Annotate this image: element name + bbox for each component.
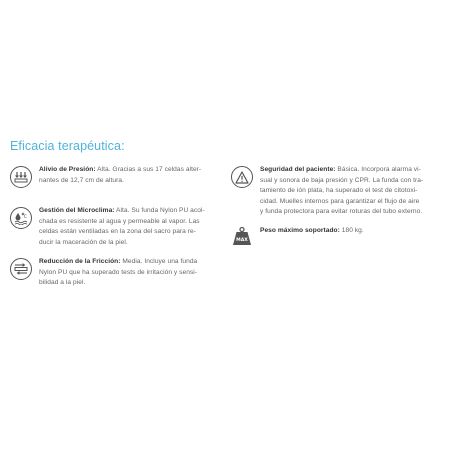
warning-triangle-icon (231, 166, 253, 188)
feature-text: Alivio de Presión: Alta. Gracias a sus 17 celdas alter- nantes de 12,7 cm de altura. (39, 166, 202, 184)
feature-friction-reduction (10, 257, 217, 289)
max-weight-icon (231, 225, 253, 247)
feature-label: Peso máximo soportado: (260, 227, 340, 234)
feature-text: Reducción de la Fricción: Media. Incluye una funda Nylon PU que ha superado tests de irritación y sensi- bilidad a la piel. (39, 258, 198, 287)
section-title: Eficacia terapéutica: (10, 139, 125, 153)
feature-text: Peso máximo soportado: 180 kg. (260, 227, 364, 234)
feature-label: Gestión del Microclima: (39, 207, 115, 214)
feature-text: Seguridad del paciente: Básica. Incorpora alarma vi- sual y sonora de baja presión y CPR. La funda con tra- tamiento de ión plata, ha superado el test de citotoxi- cidad. Muelles internos para garantizar el flujo de aire y funda protectora para evitar roturas del tubo externo. (260, 166, 424, 216)
microclimate-icon (10, 207, 32, 229)
friction-reduction-icon (10, 258, 32, 280)
feature-label: Seguridad del paciente: (260, 166, 336, 173)
max-weight-icon-text: MAX (236, 238, 248, 243)
feature-max-weight (231, 224, 438, 247)
svg-text:C: C (23, 214, 28, 220)
feature-patient-safety (231, 165, 438, 218)
feature-label: Alivio de Presión: (39, 166, 96, 173)
pressure-relief-icon (10, 166, 32, 188)
feature-pressure-relief (10, 165, 217, 188)
feature-microclimate (10, 206, 217, 248)
feature-label: Reducción de la Fricción: (39, 258, 121, 265)
feature-text: Gestión del Microclima: Alta. Su funda Nylon PU acol- chada es resistente al agua y permeable al vapor. Las celdas están ventiladas en la zona del sacro para re- ducir la maceración de la piel. (39, 207, 205, 246)
